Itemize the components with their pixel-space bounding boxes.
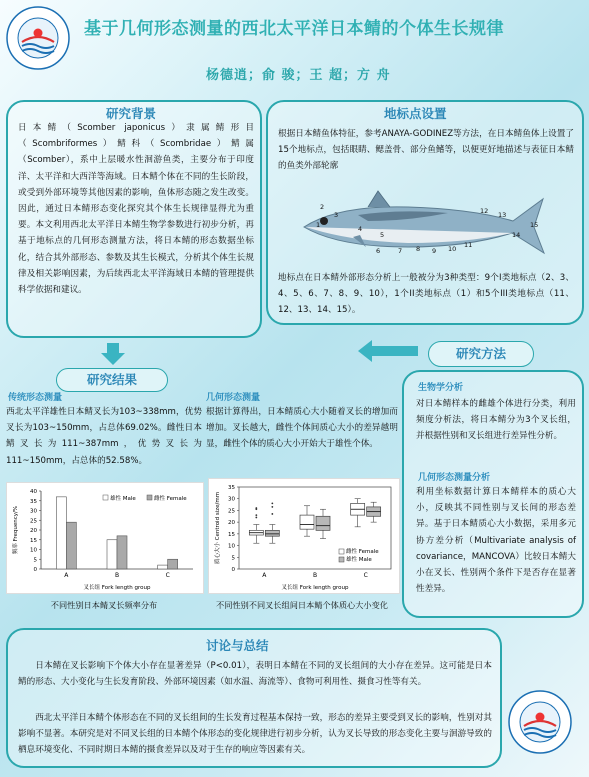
- arrow-down-icon: [101, 343, 125, 365]
- legend-label: 雄性 Male: [110, 496, 136, 502]
- y-tick-label: 0: [33, 567, 37, 573]
- legend-swatch: [147, 495, 152, 500]
- fish-landmark-diagram: [298, 187, 548, 259]
- background-title: 研究背景: [106, 106, 157, 121]
- background-text: 日本鲭（Scomber japonicus）隶属鲭形目（Scombriformes）鲭科（Scombridae）鲭属（Scomber），系中上层暖水性洄游鱼类，主要分布于印度洋、太平洋和大西洋等海域。日本鲭个体在不同的生长阶段，或受到外部环境等其他因素的影响，鱼体形态随之发生改变。因此，通过日本鲭形态变化探究其个体生长规律显得尤为重要。本文利用西北太平洋日本鲭生物学参数进行初步分析，再基于地标点的几何形态测量方法，将日本鲭的形态数据坐标化，结合其外部形态、参数及其生长模式，分析其个体生长规律及相关影响因素，为后续西北太平洋海域日本鲭的管理提供科学依据和建议。: [18, 123, 254, 296]
- y-axis-label: 质心大小 Centroid size/mm: [215, 491, 221, 565]
- discussion-panel: [6, 628, 502, 768]
- methods-text-1: 对日本鲭样本的雌雄个体进行分类，利用频度分析法，将日本鲭分为3个叉长组，并根据性别和叉长组进行差异性分析。: [416, 399, 576, 442]
- discussion-paragraph-2: 西北太平洋日本鲭个体形态在不同的叉长组间的生长发育过程基本保持一致，形态的差异主要受到叉长的影响，性别对其影响不显著。本研究是对不同叉长组的日本鲭个体形态的变化规律进行初步分析，认为叉长导致的形态变化主要与洄游导致的栖息环境变化、不同时期日本鲭的摄食差异以及对于生存的响应等因素有关。: [18, 713, 492, 756]
- arrow-left-icon: [358, 340, 418, 362]
- landmark-number: 3: [334, 211, 339, 219]
- y-tick-label: 5: [33, 557, 37, 564]
- y-tick-label: 15: [30, 537, 37, 544]
- discussion-paragraph-1: 日本鲭在叉长影响下个体大小存在显著差异（P<0.01），表明日本鲭在不同的叉长组间的大小存在差异。这可能是日本鲭的形态、大小变化与生长发育阶段、外部环境因素（如水温、海流等）、食物可利用性、摄食习性等有关。: [18, 661, 492, 688]
- x-tick-label: C: [363, 572, 368, 579]
- y-tick-label: 30: [228, 496, 235, 503]
- y-tick-label: 10: [30, 547, 37, 554]
- landmark-number: 5: [380, 231, 385, 239]
- landmark-number: 2: [320, 203, 325, 211]
- y-tick-label: 20: [228, 520, 235, 527]
- y-tick-label: 15: [228, 531, 235, 538]
- results-tab: 研究结果: [56, 368, 168, 392]
- box: [300, 515, 314, 529]
- y-tick-label: 0: [231, 567, 235, 573]
- fork-length-frequency-chart: [6, 482, 204, 594]
- methods-subheading-1: 生物学分析: [418, 383, 464, 393]
- results-text-1: 西北太平洋雄性日本鲭叉长为103~338mm，优势叉长为103~150mm，占总体69.02%。雌性日本鲭叉长为111~387mm，优势叉长为111~150mm，占总体的52.58%。: [6, 407, 202, 466]
- y-tick-label: 35: [228, 485, 235, 491]
- landmark-number: 9: [432, 247, 437, 255]
- y-tick-label: 25: [228, 508, 235, 515]
- methods-text-2: 利用坐标数据计算日本鲭样本的质心大小，反映其不同性别与叉长间的形态差异。基于日本鲭质心大小数据，采用多元协方差分析（Multivariate analysis of covariance，MANCOVA）比较日本鲭大小在叉长、性别两个条件下是否存在显著性差异。: [416, 487, 576, 595]
- poster-title: 基于几何形态测量的西北太平洋日本鲭的个体生长规律: [84, 19, 504, 39]
- methods-tab: 研究方法: [428, 341, 534, 367]
- legend-label: 雄性 Male: [346, 557, 372, 563]
- outlier-point: [255, 507, 257, 509]
- bar: [56, 497, 66, 569]
- results-text-2: 根据计算得出，日本鲭质心大小随着叉长的增加而增加。叉长越大，雌性个体间质心大小的差异越明显，雌性个体的质心大小开始大于雄性个体。: [206, 407, 398, 450]
- bar: [107, 540, 117, 569]
- y-tick-label: 25: [30, 518, 37, 525]
- landmark-number: 11: [464, 241, 473, 249]
- university-logo-footer: [508, 690, 572, 754]
- bar: [168, 559, 178, 569]
- landmark-number: 4: [358, 225, 363, 233]
- box: [316, 516, 330, 530]
- chart-caption-2: 不同性别不同叉长组间日本鲭个体质心大小变化: [216, 600, 388, 610]
- x-tick-label: C: [165, 572, 170, 579]
- landmark-number: 13: [498, 211, 507, 219]
- bar: [66, 522, 76, 569]
- outlier-point: [271, 503, 273, 505]
- x-axis-label: 叉长组 Fork length group: [83, 585, 151, 591]
- discussion-title: 讨论与总结: [206, 638, 269, 653]
- outlier-point: [255, 514, 257, 516]
- y-tick-label: 30: [30, 508, 37, 515]
- x-tick-label: B: [312, 572, 318, 579]
- methods-panel: [402, 370, 584, 618]
- y-tick-label: 10: [228, 543, 235, 550]
- university-logo: [6, 6, 70, 70]
- landmark-number: 10: [448, 245, 457, 253]
- chart-caption-1: 不同性别日本鲭叉长频率分布: [50, 600, 158, 610]
- methods-subheading-2: 几何形态测量分析: [418, 473, 491, 483]
- results-subheading-1: 传统形态测量: [8, 393, 63, 403]
- landmarks-text-1: 根据日本鲭鱼体特征，参考ANAYA-GODINEZ等方法，在日本鲭鱼体上设置了15个地标点，包括眼睛、鳃盖骨、部分鱼鳍等，以便更好地描述与表征日本鲭的鱼类外部轮廓: [278, 129, 574, 172]
- legend-label: 雌性 Female: [346, 549, 379, 555]
- landmarks-panel: [266, 100, 584, 325]
- results-subheading-2: 几何形态测量: [206, 393, 261, 403]
- box: [265, 530, 279, 536]
- y-tick-label: 20: [30, 528, 37, 534]
- bar: [158, 565, 168, 569]
- outlier-point: [271, 506, 273, 508]
- landmark-number: 6: [376, 247, 381, 255]
- landmark-number: 7: [398, 247, 403, 255]
- outlier-point: [271, 513, 273, 515]
- landmark-number: 14: [512, 231, 521, 239]
- x-axis-label: 叉长组 Fork length group: [281, 585, 349, 591]
- poster-authors: 杨德逍；俞 骏；王 超；方 舟: [206, 68, 391, 83]
- legend-label: 雌性 Female: [154, 496, 187, 502]
- y-axis-label: 频率 Frequency/%: [13, 505, 19, 555]
- y-tick-label: 35: [30, 498, 37, 505]
- legend-swatch: [339, 549, 344, 554]
- outlier-point: [255, 517, 257, 519]
- landmarks-title: 地标点设置: [384, 106, 447, 121]
- landmark-number: 8: [416, 245, 421, 253]
- landmarks-text-2: 地标点在日本鲭外部形态分析上一般被分为3种类型：9个I类地标点（2、3、4、5、6、7、8、9、10），1个II类地标点（1）和5个III类地标点（11、12、13、14、15）。: [278, 273, 574, 316]
- legend-swatch: [339, 557, 344, 562]
- landmark-number: 15: [530, 221, 539, 229]
- legend-swatch: [103, 495, 108, 500]
- bar: [117, 536, 127, 569]
- x-tick-label: A: [262, 572, 267, 579]
- y-tick-label: 40: [30, 489, 37, 495]
- landmark-number: 12: [480, 207, 489, 215]
- background-panel: [6, 100, 262, 338]
- x-tick-label: B: [114, 572, 120, 579]
- centroid-size-boxplot: [208, 478, 400, 594]
- y-tick-label: 5: [231, 555, 235, 562]
- landmark-number: 1: [316, 221, 321, 229]
- x-tick-label: A: [64, 572, 69, 579]
